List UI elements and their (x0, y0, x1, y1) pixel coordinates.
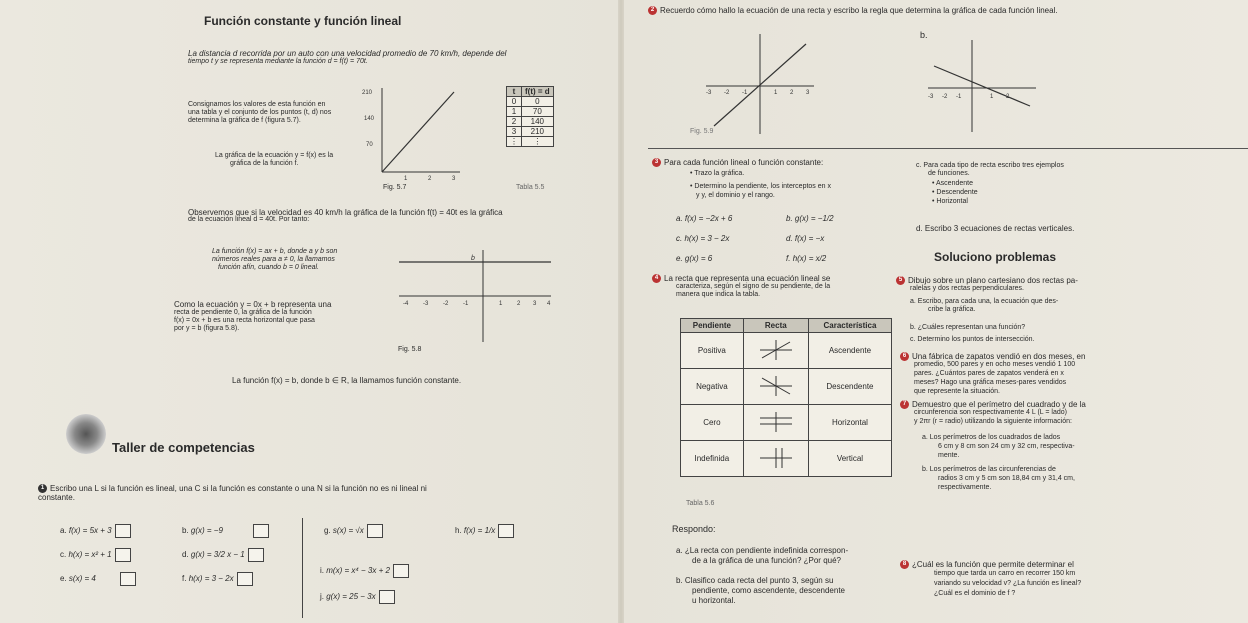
affin-line-2: números reales para a ≠ 0, la llamamos (212, 256, 335, 263)
b-label: b (471, 255, 475, 262)
q5-line-2: ralelas y dos rectas perpendiculares. (910, 285, 1025, 292)
item-g: g. s(x) = √x (324, 524, 383, 538)
x-tick-1: 1 (404, 176, 408, 182)
qc-list-1: • Ascendente (932, 180, 973, 188)
qd-line: d. Escribo 3 ecuaciones de rectas verticales. (916, 224, 1075, 233)
table-5-5 (506, 86, 554, 147)
x-tick-3: 3 (452, 176, 456, 182)
q7b-line-3: respectivamente. (938, 484, 992, 491)
tick: -3 (706, 90, 712, 96)
q8-line-4: ¿Cuál es el dominio de f ? (934, 590, 1016, 597)
constante-definition: La función f(x) = b, donde b ∈ R, la llamamos función constante. (232, 376, 462, 385)
y-tick-210: 210 (362, 90, 373, 96)
item-d: d. g(x) = 3/2 x − 1 (182, 548, 264, 562)
taller-emblem-icon (66, 414, 106, 454)
fig-5-8-caption: Fig. 5.8 (398, 346, 422, 353)
q5a-line-2: cribe la gráfica. (928, 306, 976, 313)
y-tick-70: 70 (366, 142, 373, 148)
q3-item-d: d. f(x) = −x (786, 234, 825, 243)
horizontal-line-icon (743, 405, 808, 441)
exercise-number-5: 5 (896, 276, 905, 285)
respondo-label: Respondo: (672, 524, 716, 534)
q3-item-a: a. f(x) = −2x + 6 (676, 214, 733, 223)
q3-item-b: b. g(x) = −1/2 (786, 214, 834, 223)
item-i: i. m(x) = x⁴ − 3x + 2 (320, 564, 409, 578)
q6-line-3: pares. ¿Cuántos pares de zapatos venderá en x (914, 370, 1064, 377)
q7-line-3: y 2πr (r = radio) utilizando la siguiente información: (914, 418, 1072, 425)
q7-line-1: 7 Demuestro que el perímetro del cuadrado y de la (900, 400, 1086, 409)
item-j: j. g(x) = 25 − 3x (320, 590, 395, 604)
item-a: a. f(x) = 5x + 3 (60, 524, 131, 538)
section-header: Función constante y función lineal (204, 14, 402, 28)
q3-bullet-3: y y, el dominio y el rango. (696, 192, 775, 199)
table-cell: Positiva (681, 333, 744, 369)
tick: 3 (806, 90, 810, 96)
table-cell: 0 (507, 97, 522, 107)
table-header-pendiente: Pendiente (681, 319, 744, 333)
task1-line-1: 1 Escribo una L si la función es lineal, una C si la función es constante o una N si la función no es ni lineal ni (38, 484, 427, 493)
q3-item-e: e. g(x) = 6 (676, 254, 713, 263)
table-cell: Ascendente (808, 333, 891, 369)
q3-item-c: c. h(x) = 3 − 2x (676, 234, 730, 243)
column-divider (302, 518, 303, 618)
distance-line (382, 92, 454, 172)
table-5-6-caption: Tabla 5.6 (686, 500, 715, 507)
answer-box-i[interactable] (393, 564, 409, 578)
answer-box-h[interactable] (498, 524, 514, 538)
exercise-number-1: 1 (38, 484, 47, 493)
exercise-number-8: 8 (900, 560, 909, 569)
como-line-2: recta de pendiente 0, la gráfica de la función (174, 309, 312, 316)
exercise-number-7: 7 (900, 400, 909, 409)
q7a-line-3: mente. (938, 452, 960, 459)
item-e: e. s(x) = 4 (60, 572, 136, 586)
vertical-line-icon (743, 441, 808, 477)
x-tick: -3 (423, 301, 429, 307)
table-cell: Indefinida (681, 441, 744, 477)
consign-line-3: determina la gráfica de f (figura 5.7). (188, 117, 301, 124)
exercise-number-2: 2 (648, 6, 657, 15)
table-cell: 0 (522, 97, 554, 107)
rb-line-3: u horizontal. (692, 596, 736, 605)
answer-box-b[interactable] (253, 524, 269, 538)
table-cell: 210 (522, 127, 554, 137)
consign-line-2: una tabla y el conjunto de los puntos (t, d) nos (188, 109, 332, 116)
graph-b (926, 36, 1038, 136)
item-f: f. h(x) = 3 − 2x (182, 572, 253, 586)
q7-line-2: circunferencia son respectivamente 4 L (L = lado) (914, 409, 1067, 416)
table-cell: ⋮ (507, 137, 522, 147)
answer-box-j[interactable] (379, 590, 395, 604)
x-tick: 1 (499, 301, 503, 307)
tick: -2 (942, 94, 948, 100)
ascending-line-icon (743, 333, 808, 369)
item-h: h. f(x) = 1/x (455, 524, 514, 538)
x-tick: 4 (547, 301, 551, 307)
graph-b-label: b. (920, 30, 928, 40)
table-header-t: t (507, 87, 522, 97)
qc-list-2: • Descendente (932, 189, 978, 197)
answer-box-e[interactable] (120, 572, 136, 586)
graph-note-2: gráfica de la función f. (230, 160, 299, 167)
rb-line-2: pendiente, como ascendente, descendente (692, 586, 846, 595)
table-header-recta: Recta (743, 319, 808, 333)
tick: 2 (790, 90, 794, 96)
descending-line-icon (743, 369, 808, 405)
q4-line-2: caracteriza, según el signo de su pendiente, de la (676, 283, 831, 290)
answer-box-g[interactable] (367, 524, 383, 538)
x-tick: -1 (463, 301, 469, 307)
consign-line-1: Consignamos los valores de esta función en (188, 101, 326, 108)
q8-line-2: tiempo que tarda un carro en recorrer 150 km (934, 570, 1076, 577)
exercise-number-6: 6 (900, 352, 909, 361)
q3-bullet-2: • Determino la pendiente, los interceptos en x (690, 183, 831, 191)
q5a-line-1: a. Escribo, para cada una, la ecuación que des- (910, 298, 1059, 305)
q6-line-2: promedio, 500 pares y en ocho meses vendió 1 100 (914, 361, 1076, 368)
tick: -2 (724, 90, 730, 96)
q5b-line: b. ¿Cuáles representan una función? (910, 324, 1026, 331)
page-gutter (618, 0, 624, 623)
table-cell: 3 (507, 127, 522, 137)
intro-line-1: La distancia d recorrida por un auto con una velocidad promedio de 70 km/h, depende del (188, 49, 507, 58)
table-5-5-caption: Tabla 5.5 (516, 184, 545, 191)
tick: -1 (956, 94, 962, 100)
table-cell: Descendente (808, 369, 891, 405)
q3-bullet-1: • Trazo la gráfica. (690, 170, 744, 178)
observe-line-2: de la ecuación lineal d = 40t. Por tanto: (188, 216, 310, 223)
q5-line-1: 5 Dibujo sobre un plano cartesiano dos rectas pa- (896, 276, 1078, 285)
table-header-ftd: f(t) = d (522, 87, 554, 97)
ra-line-1: a. ¿La recta con pendiente indefinida correspon- (676, 546, 849, 555)
chart-constant-function (395, 246, 555, 346)
answer-box-a[interactable] (115, 524, 131, 538)
q6-line-1: 6 Una fábrica de zapatos vendió en dos meses, en (900, 352, 1085, 361)
table-cell: Cero (681, 405, 744, 441)
tick: -1 (742, 90, 748, 96)
section-rule (648, 148, 1248, 149)
como-line-1: Como la ecuación y = 0x + b representa una (174, 300, 332, 309)
line-graph-b (934, 66, 1030, 106)
affin-line-3: función afín, cuando b = 0 lineal. (218, 264, 319, 271)
tick: -3 (928, 94, 934, 100)
answer-box-d[interactable] (248, 548, 264, 562)
q7a-line-1: a. Los perímetros de los cuadrados de lados (922, 434, 1061, 441)
chart-distance-time (360, 82, 470, 182)
item-b: b. g(x) = −9 (182, 524, 269, 538)
q4-line-1: 4 La recta que representa una ecuación lineal se (652, 274, 830, 283)
table-cell: Horizontal (808, 405, 891, 441)
table-header-caracteristica: Característica (808, 319, 891, 333)
q6-line-5: que represente la situación. (914, 388, 1000, 395)
q3-item-f: f. h(x) = x/2 (786, 254, 827, 263)
graph-note-1: La gráfica de la ecuación y = f(x) es la (215, 152, 334, 159)
graph-a (704, 30, 816, 140)
qc-sub: de funciones. (928, 170, 970, 177)
answer-box-f[interactable] (237, 572, 253, 586)
x-tick: 3 (533, 301, 537, 307)
intro-line-2: tiempo t y se representa mediante la función d = f(t) = 70t. (188, 58, 368, 65)
q8-line-3: variando su velocidad v? ¿La función es lineal? (934, 580, 1082, 587)
tick: 2 (1006, 94, 1010, 100)
x-tick: -4 (403, 301, 409, 307)
y-tick-140: 140 (364, 116, 375, 122)
q4-line-3: manera que indica la tabla. (676, 291, 761, 298)
qc-line: c. Para cada tipo de recta escribo tres ejemplos (916, 162, 1064, 169)
task1-line-2: constante. (38, 493, 75, 502)
table-cell: 70 (522, 107, 554, 117)
rb-line-1: b. Clasifico cada recta del punto 3, según su (676, 576, 834, 585)
soluciono-heading: Soluciono problemas (934, 250, 1057, 264)
como-line-3: f(x) = 0x + b es una recta horizontal que pasa (174, 317, 315, 324)
q7b-line-1: b. Los perímetros de las circunferencias de (922, 466, 1056, 473)
exercise-number-4: 4 (652, 274, 661, 283)
exercise-number-3: 3 (652, 158, 661, 167)
observe-line-1: Observemos que si la velocidad es 40 km/h la gráfica de la función f(t) = 40t es la gráfica (188, 208, 503, 217)
tick: 1 (990, 94, 994, 100)
q6-line-4: meses? Hago una gráfica meses-pares vendidos (914, 379, 1067, 386)
table-5-6 (680, 318, 892, 477)
como-line-4: por y = b (figura 5.8). (174, 325, 240, 332)
x-tick-2: 2 (428, 176, 432, 182)
table-cell: Vertical (808, 441, 891, 477)
table-cell: Negativa (681, 369, 744, 405)
ra-line-2: de a la gráfica de una función? ¿Por qué? (692, 556, 841, 565)
qc-list-3: • Horizontal (932, 198, 968, 206)
x-tick: 2 (517, 301, 521, 307)
fig-5-9-caption: Fig. 5.9 (690, 128, 714, 135)
table-cell: 2 (507, 117, 522, 127)
tick: 1 (774, 90, 778, 96)
affin-line-1: La función f(x) = ax + b, donde a y b son (212, 248, 338, 255)
q7a-line-2: 6 cm y 8 cm son 24 cm y 32 cm, respectiva- (938, 443, 1075, 450)
x-tick: -2 (443, 301, 449, 307)
table-cell: 1 (507, 107, 522, 117)
taller-title: Taller de competencias (112, 440, 255, 455)
answer-box-c[interactable] (115, 548, 131, 562)
fig-5-7-caption: Fig. 5.7 (383, 184, 407, 191)
q5c-line: c. Determino los puntos de intersección. (910, 336, 1035, 343)
q7b-line-2: radios 3 cm y 5 cm son 18,84 cm y 31,4 cm, (938, 475, 1075, 482)
item-c: c. h(x) = x² + 1 (60, 548, 131, 562)
table-cell: ⋮ (522, 137, 554, 147)
q8-line-1: 8 ¿Cuál es la función que permite determinar el (900, 560, 1074, 569)
table-cell: 140 (522, 117, 554, 127)
q3-title: 3 Para cada función lineal o función constante: (652, 158, 823, 167)
q2-prompt: 2 Recuerdo cómo hallo la ecuación de una recta y escribo la regla que determina la gráfica de cada función lineal. (648, 6, 1088, 15)
